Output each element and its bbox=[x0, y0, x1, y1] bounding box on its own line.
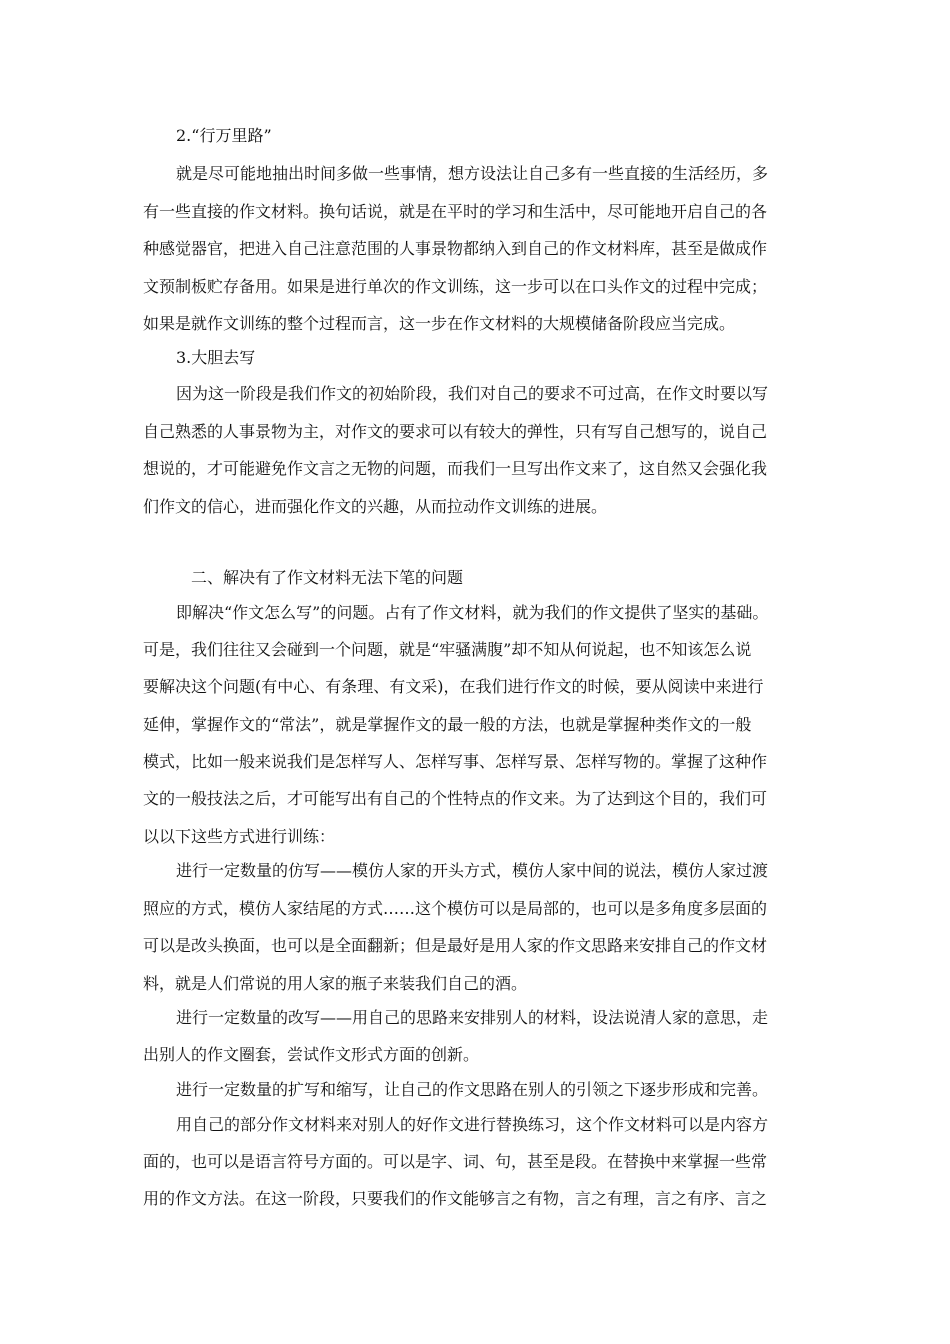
paragraph-line: 以以下这些方式进行训练： bbox=[143, 827, 336, 846]
paragraph-line: 料，就是人们常说的用人家的瓶子来装我们自己的酒。 bbox=[143, 974, 528, 993]
paragraph-line: 照应的方式，模仿人家结尾的方式……这个模仿可以是局部的，也可以是多角度多层面的 bbox=[143, 899, 768, 918]
paragraph-line: 们作文的信心，进而强化作文的兴趣，从而拉动作文训练的进展。 bbox=[143, 497, 608, 516]
paragraph-line: 延伸，掌握作文的“常法”，就是掌握作文的最一般的方法，也就是掌握种类作文的一般 bbox=[143, 715, 752, 734]
paragraph-line: 用的作文方法。在这一阶段，只要我们的作文能够言之有物，言之有理，言之有序、言之 bbox=[143, 1189, 768, 1208]
paragraph-line: 模式，比如一般来说我们是怎样写人、怎样写事、怎样写景、怎样写物的。掌握了这种作 bbox=[143, 752, 768, 771]
subheading-3: 3.大胆去写 bbox=[176, 348, 256, 367]
paragraph-line: 可是，我们往往又会碰到一个问题，就是“牢骚满腹”却不知从何说起，也不知该怎么说 bbox=[143, 640, 752, 659]
paragraph-line: 面的，也可以是语言符号方面的。可以是字、词、句，甚至是段。在替换中来掌握一些常 bbox=[143, 1152, 768, 1171]
paragraph-line: 用自己的部分作文材料来对别人的好作文进行替换练习，这个作文材料可以是内容方 bbox=[176, 1115, 769, 1134]
subheading-2: 2.“行万里路” bbox=[176, 126, 272, 145]
paragraph-line: 出别人的作文圈套，尝试作文形式方面的创新。 bbox=[143, 1045, 480, 1064]
paragraph-line: 就是尽可能地抽出时间多做一些事情，想方设法让自己多有一些直接的生活经历，多 bbox=[176, 164, 769, 183]
paragraph-line: 文的一般技法之后，才可能写出有自己的个性特点的作文来。为了达到这个目的，我们可 bbox=[143, 789, 768, 808]
paragraph-line: 文预制板贮存备用。如果是进行单次的作文训练，这一步可以在口头作文的过程中完成； bbox=[143, 277, 768, 296]
paragraph-line: 进行一定数量的仿写——模仿人家的开头方式，模仿人家中间的说法，模仿人家过渡 bbox=[176, 861, 769, 880]
section-heading: 二、解决有了作文材料无法下笔的问题 bbox=[191, 568, 464, 587]
paragraph-line: 如果是就作文训练的整个过程而言，这一步在作文材料的大规模储备阶段应当完成。 bbox=[143, 314, 736, 333]
paragraph-line: 因为这一阶段是我们作文的初始阶段，我们对自己的要求不可过高，在作文时要以写 bbox=[176, 384, 769, 403]
paragraph-line: 想说的，才可能避免作文言之无物的问题，而我们一旦写出作文来了，这自然又会强化我 bbox=[143, 459, 768, 478]
paragraph-line: 可以是改头换面，也可以是全面翻新；但是最好是用人家的作文思路来安排自己的作文材 bbox=[143, 936, 768, 955]
paragraph-line: 进行一定数量的改写——用自己的思路来安排别人的材料，设法说清人家的意思，走 bbox=[176, 1008, 769, 1027]
paragraph-line: 有一些直接的作文材料。换句话说，就是在平时的学习和生活中，尽可能地开启自己的各 bbox=[143, 202, 768, 221]
paragraph-line: 种感觉器官，把进入自己注意范围的人事景物都纳入到自己的作文材料库，甚至是做成作 bbox=[143, 239, 768, 258]
paragraph-line: 自己熟悉的人事景物为主，对作文的要求可以有较大的弹性，只有写自己想写的，说自己 bbox=[143, 422, 768, 441]
paragraph-line: 进行一定数量的扩写和缩写，让自己的作文思路在别人的引领之下逐步形成和完善。 bbox=[176, 1080, 769, 1099]
paragraph-line: 即解决“作文怎么写”的问题。占有了作文材料，就为我们的作文提供了坚实的基础。 bbox=[176, 603, 769, 622]
paragraph-line: 要解决这个问题(有中心、有条理、有文采)，在我们进行作文的时候，要从阅读中来进行 bbox=[143, 677, 764, 696]
